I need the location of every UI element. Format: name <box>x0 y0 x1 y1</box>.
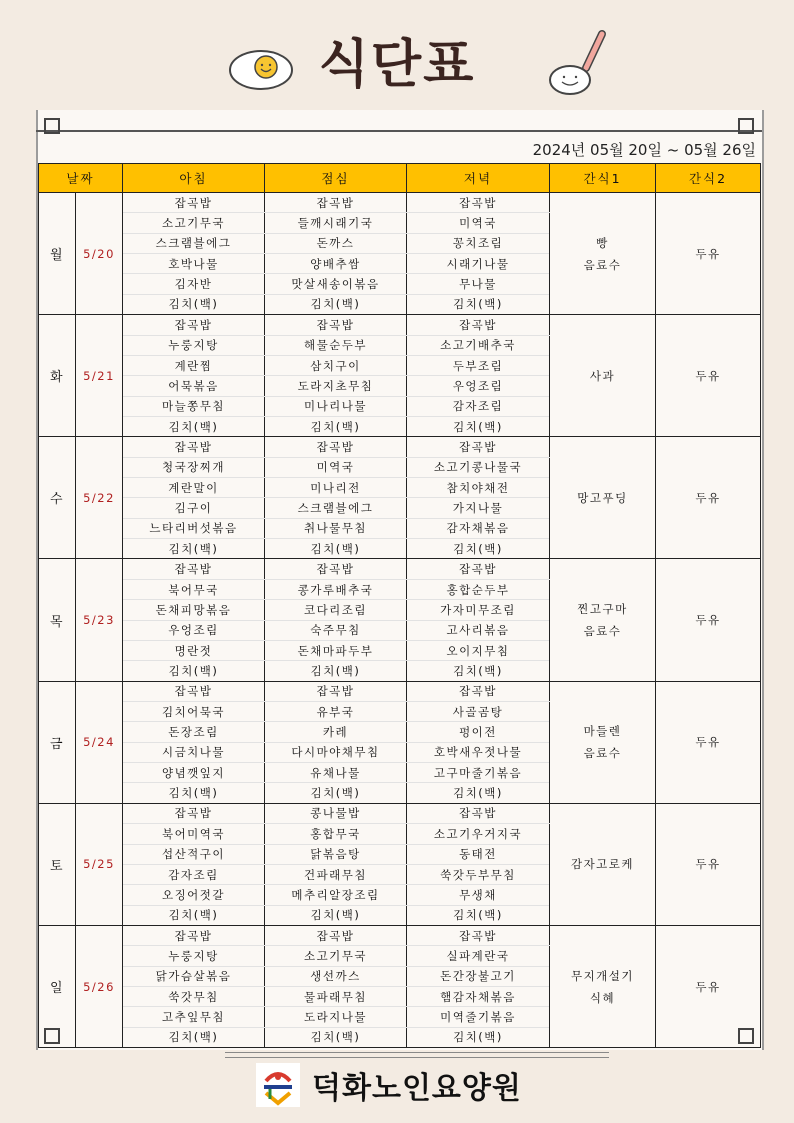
table-row <box>39 437 761 457</box>
column-header-dinner: 저녁 <box>407 164 550 193</box>
lunch-item: 소고기무국 <box>265 946 407 966</box>
breakfast-item: 섭산적구이 <box>123 844 265 864</box>
day-of-week: 수 <box>39 437 76 559</box>
lunch-item: 잡곡밥 <box>265 681 407 701</box>
organization-logo-icon <box>256 1063 300 1107</box>
snack2-item: 두유 <box>695 735 721 750</box>
breakfast-item: 잡곡밥 <box>123 315 265 335</box>
dinner-item: 잡곡밥 <box>407 193 550 213</box>
snack2-cell <box>656 803 761 925</box>
dinner-item: 쑥갓두부무침 <box>407 864 550 884</box>
dinner-item: 시래기나물 <box>407 254 550 274</box>
breakfast-item: 김치(백) <box>123 905 265 925</box>
frame-corner-top-right <box>738 118 754 134</box>
date-cell: 5/22 <box>76 437 123 559</box>
dinner-item: 잡곡밥 <box>407 925 550 945</box>
snack2-cell <box>656 193 761 315</box>
ladle-icon <box>546 28 610 100</box>
frame-corner-top-left <box>44 118 60 134</box>
dinner-item: 소고기배추국 <box>407 335 550 355</box>
snack1-item: 음료수 <box>583 257 622 272</box>
lunch-item: 취나물무침 <box>265 518 407 538</box>
dinner-item: 참치야채전 <box>407 478 550 498</box>
table-row <box>39 559 761 579</box>
breakfast-item: 고추잎무침 <box>123 1007 265 1027</box>
snack2-item: 두유 <box>695 368 721 383</box>
lunch-item: 김치(백) <box>265 539 407 559</box>
breakfast-item: 감자조림 <box>123 864 265 884</box>
lunch-item: 물파래무침 <box>265 987 407 1007</box>
breakfast-item: 누룽지탕 <box>123 946 265 966</box>
breakfast-item: 김치(백) <box>123 539 265 559</box>
snack1-cell <box>550 681 656 803</box>
dinner-item: 김치(백) <box>407 416 550 436</box>
date-cell: 5/23 <box>76 559 123 681</box>
day-of-week: 목 <box>39 559 76 681</box>
snack1-item: 감자고로케 <box>570 857 635 872</box>
breakfast-item: 김치(백) <box>123 294 265 314</box>
breakfast-item: 김자반 <box>123 274 265 294</box>
breakfast-item: 북어무국 <box>123 579 265 599</box>
dinner-item: 고구마줄기볶음 <box>407 763 550 783</box>
table-row <box>39 315 761 335</box>
dinner-item: 우엉조림 <box>407 376 550 396</box>
breakfast-item: 양념깻잎지 <box>123 763 265 783</box>
snack1-item: 찐고구마 <box>577 602 628 617</box>
dinner-item: 펑이전 <box>407 722 550 742</box>
lunch-item: 김치(백) <box>265 905 407 925</box>
dinner-item: 두부조림 <box>407 355 550 375</box>
dinner-item: 감자조림 <box>407 396 550 416</box>
breakfast-item: 김치(백) <box>123 661 265 681</box>
table-row <box>39 925 761 945</box>
snack1-item: 사과 <box>589 368 616 383</box>
lunch-item: 김치(백) <box>265 1027 407 1047</box>
lunch-item: 코다리조림 <box>265 600 407 620</box>
breakfast-item: 김치(백) <box>123 416 265 436</box>
fried-egg-icon <box>228 46 294 92</box>
lunch-item: 김치(백) <box>265 783 407 803</box>
snack2-item: 두유 <box>695 979 721 994</box>
lunch-item: 생선까스 <box>265 966 407 986</box>
breakfast-item: 스크램블에그 <box>123 233 265 253</box>
lunch-item: 닭볶음탕 <box>265 844 407 864</box>
table-header-row <box>39 164 761 193</box>
day-of-week: 일 <box>39 925 76 1047</box>
breakfast-item: 돈채피망볶음 <box>123 600 265 620</box>
lunch-item: 숙주무침 <box>265 620 407 640</box>
lunch-item: 잡곡밥 <box>265 437 407 457</box>
breakfast-item: 쑥갓무침 <box>123 987 265 1007</box>
breakfast-item: 북어미역국 <box>123 824 265 844</box>
date-cell: 5/24 <box>76 681 123 803</box>
dinner-item: 홍합순두부 <box>407 579 550 599</box>
snack2-item: 두유 <box>695 246 721 261</box>
column-header-date: 날짜 <box>39 164 123 193</box>
breakfast-item: 잡곡밥 <box>123 803 265 823</box>
menu-table <box>38 163 761 1048</box>
lunch-item: 다시마야채무침 <box>265 742 407 762</box>
lunch-item: 도라지나물 <box>265 1007 407 1027</box>
dinner-item: 김치(백) <box>407 905 550 925</box>
dinner-item: 미역국 <box>407 213 550 233</box>
dinner-item: 무나물 <box>407 274 550 294</box>
dinner-item: 무생채 <box>407 885 550 905</box>
dinner-item: 가지나물 <box>407 498 550 518</box>
date-cell: 5/21 <box>76 315 123 437</box>
breakfast-item: 잡곡밥 <box>123 193 265 213</box>
snack1-cell <box>550 559 656 681</box>
table-row <box>39 803 761 823</box>
breakfast-item: 청국장찌개 <box>123 457 265 477</box>
lunch-item: 미나리나물 <box>265 396 407 416</box>
lunch-item: 콩가루배추국 <box>265 579 407 599</box>
snack1-cell <box>550 437 656 559</box>
dinner-item: 호박새우젓나물 <box>407 742 550 762</box>
breakfast-item: 김치(백) <box>123 783 265 803</box>
lunch-item: 메추리알장조림 <box>265 885 407 905</box>
breakfast-item: 잡곡밥 <box>123 437 265 457</box>
footer <box>256 1062 522 1108</box>
column-header-lunch: 점심 <box>265 164 407 193</box>
breakfast-item: 김치(백) <box>123 1027 265 1047</box>
dinner-item: 사골곰탕 <box>407 701 550 721</box>
snack1-cell <box>550 193 656 315</box>
dinner-item: 햄감자채볶음 <box>407 987 550 1007</box>
lunch-item: 잡곡밥 <box>265 193 407 213</box>
dinner-item: 소고기콩나물국 <box>407 457 550 477</box>
lunch-item: 홍합무국 <box>265 824 407 844</box>
lunch-item: 삼치구이 <box>265 355 407 375</box>
snack2-item: 두유 <box>695 613 721 628</box>
dinner-item: 김치(백) <box>407 1027 550 1047</box>
date-cell: 5/20 <box>76 193 123 315</box>
snack2-cell <box>656 315 761 437</box>
snack1-cell <box>550 803 656 925</box>
dinner-item: 잡곡밥 <box>407 437 550 457</box>
breakfast-item: 명란젓 <box>123 640 265 660</box>
lunch-item: 스크램블에그 <box>265 498 407 518</box>
breakfast-item: 잡곡밥 <box>123 925 265 945</box>
breakfast-item: 잡곡밥 <box>123 559 265 579</box>
breakfast-item: 시금치나물 <box>123 742 265 762</box>
snack1-cell <box>550 925 656 1047</box>
breakfast-item: 우엉조림 <box>123 620 265 640</box>
day-of-week: 토 <box>39 803 76 925</box>
dinner-item: 김치(백) <box>407 294 550 314</box>
breakfast-item: 잡곡밥 <box>123 681 265 701</box>
lunch-item: 카레 <box>265 722 407 742</box>
lunch-item: 맛살새송이볶음 <box>265 274 407 294</box>
date-range: 2024년 05월 20일 ~ 05월 26일 <box>532 141 756 159</box>
lunch-item: 잡곡밥 <box>265 925 407 945</box>
snack2-cell <box>656 437 761 559</box>
day-of-week: 금 <box>39 681 76 803</box>
snack2-item: 두유 <box>695 857 721 872</box>
frame-top-line <box>36 130 762 132</box>
date-cell: 5/26 <box>76 925 123 1047</box>
lunch-item: 들깨시래기국 <box>265 213 407 233</box>
snack1-item: 무지개설기 <box>570 968 635 983</box>
snack2-cell <box>656 925 761 1047</box>
breakfast-item: 마늘쫑무침 <box>123 396 265 416</box>
breakfast-item: 느타리버섯볶음 <box>123 518 265 538</box>
dinner-item: 감자채볶음 <box>407 518 550 538</box>
dinner-item: 실파계란국 <box>407 946 550 966</box>
snack1-item: 음료수 <box>583 624 622 639</box>
page-title: 식단표 <box>318 35 476 95</box>
breakfast-item: 계란찜 <box>123 355 265 375</box>
day-of-week: 화 <box>39 315 76 437</box>
breakfast-item: 닭가슴살볶음 <box>123 966 265 986</box>
lunch-item: 미나리전 <box>265 478 407 498</box>
column-header-snack2: 간식2 <box>656 164 761 193</box>
lunch-item: 잡곡밥 <box>265 315 407 335</box>
breakfast-item: 돈장조림 <box>123 722 265 742</box>
dinner-item: 미역줄기볶음 <box>407 1007 550 1027</box>
dinner-item: 잡곡밥 <box>407 315 550 335</box>
snack2-cell <box>656 559 761 681</box>
snack1-item: 빵 <box>596 235 609 250</box>
lunch-item: 양배추쌈 <box>265 254 407 274</box>
breakfast-item: 호박나물 <box>123 254 265 274</box>
lunch-item: 잡곡밥 <box>265 559 407 579</box>
breakfast-item: 오징어젓갈 <box>123 885 265 905</box>
bottom-divider <box>225 1052 609 1058</box>
column-header-breakfast: 아침 <box>123 164 265 193</box>
snack1-cell <box>550 315 656 437</box>
dinner-item: 잡곡밥 <box>407 559 550 579</box>
breakfast-item: 김치어묵국 <box>123 701 265 721</box>
lunch-item: 돈까스 <box>265 233 407 253</box>
breakfast-item: 누룽지탕 <box>123 335 265 355</box>
lunch-item: 콩나물밥 <box>265 803 407 823</box>
lunch-item: 김치(백) <box>265 416 407 436</box>
lunch-item: 김치(백) <box>265 294 407 314</box>
snack2-item: 두유 <box>695 490 721 505</box>
table-row <box>39 193 761 213</box>
date-cell: 5/25 <box>76 803 123 925</box>
breakfast-item: 소고기무국 <box>123 213 265 233</box>
lunch-item: 김치(백) <box>265 661 407 681</box>
dinner-item: 돈간장불고기 <box>407 966 550 986</box>
organization-name: 덕화노인요양원 <box>312 1071 522 1106</box>
dinner-item: 꽁치조림 <box>407 233 550 253</box>
dinner-item: 가자미무조림 <box>407 600 550 620</box>
dinner-item: 잡곡밥 <box>407 803 550 823</box>
lunch-item: 건파래무침 <box>265 864 407 884</box>
lunch-item: 유부국 <box>265 701 407 721</box>
dinner-item: 김치(백) <box>407 783 550 803</box>
column-header-snack1: 간식1 <box>550 164 656 193</box>
lunch-item: 유채나물 <box>265 763 407 783</box>
breakfast-item: 어묵볶음 <box>123 376 265 396</box>
dinner-item: 소고기우거지국 <box>407 824 550 844</box>
snack1-item: 식혜 <box>589 990 616 1005</box>
dinner-item: 오이지무침 <box>407 640 550 660</box>
day-of-week: 월 <box>39 193 76 315</box>
dinner-item: 김치(백) <box>407 539 550 559</box>
breakfast-item: 김구이 <box>123 498 265 518</box>
lunch-item: 돈채마파두부 <box>265 640 407 660</box>
lunch-item: 해물순두부 <box>265 335 407 355</box>
snack1-item: 망고푸딩 <box>577 490 628 505</box>
snack2-cell <box>656 681 761 803</box>
lunch-item: 도라지초무침 <box>265 376 407 396</box>
snack1-item: 마들렌 <box>583 724 622 739</box>
snack1-item: 음료수 <box>583 746 622 761</box>
dinner-item: 동태전 <box>407 844 550 864</box>
breakfast-item: 계란말이 <box>123 478 265 498</box>
lunch-item: 미역국 <box>265 457 407 477</box>
table-row <box>39 681 761 701</box>
dinner-item: 김치(백) <box>407 661 550 681</box>
dinner-item: 잡곡밥 <box>407 681 550 701</box>
dinner-item: 고사리볶음 <box>407 620 550 640</box>
